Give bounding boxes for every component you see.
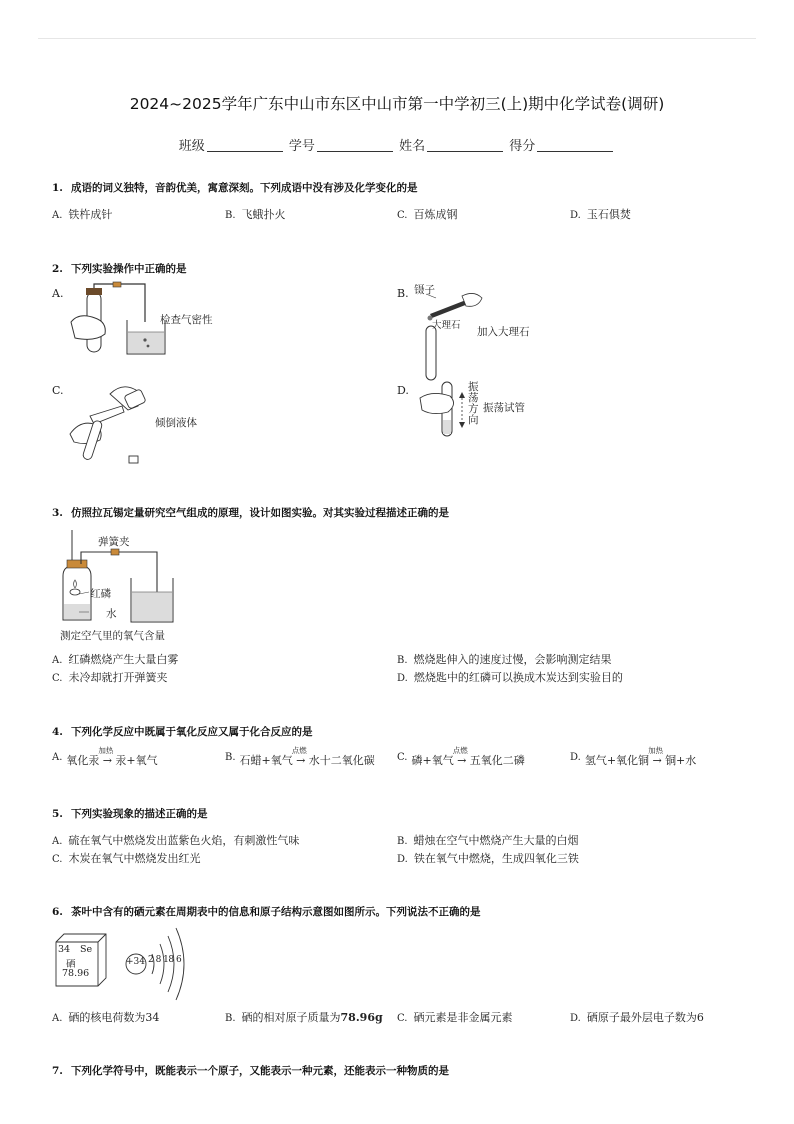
reaction-arrow-icon: → 点燃 (291, 746, 307, 767)
number-label: 学号 (288, 139, 315, 154)
class-blank[interactable] (207, 151, 283, 152)
atomic-number: 34 (58, 944, 71, 955)
q3-option-c[interactable]: C. 未冷却就打开弹簧夹 (52, 671, 168, 684)
question-4-stem: 4. 下列化学反应中既属于氧化反应又属于化合反应的是 (52, 726, 313, 738)
nucleus-charge: +34 (126, 957, 145, 967)
shake-tube-label: 振荡试管 (483, 402, 525, 414)
q1-option-b[interactable]: B. 飞蛾扑火 (225, 208, 286, 221)
q6-option-c[interactable]: C. 硒元素是非金属元素 (397, 1011, 513, 1024)
spring-clip-label: 弹簧夹 (98, 536, 130, 548)
q4-option-d[interactable]: D. 氢气+氧化铜 → 加热 铜+水 (570, 746, 697, 767)
q5-option-a[interactable]: A. 硫在氧气中燃烧发出蓝紫色火焰，有刺激性气味 (52, 834, 300, 847)
reaction-arrow-icon: → 加热 (648, 746, 664, 767)
q6-option-d[interactable]: D. 硒原子最外层电子数为6 (570, 1011, 704, 1024)
name-label: 姓名 (399, 139, 426, 154)
header-rule (38, 38, 756, 39)
q1-option-c[interactable]: C. 百炼成钢 (397, 208, 458, 221)
question-6-stem: 6. 茶叶中含有的硒元素在周期表中的信息和原子结构示意图如图所示。下列说法不正确的是 (52, 906, 481, 918)
electron-shells: 2 8 18 6 (148, 955, 182, 965)
element-name: 硒 (66, 959, 76, 970)
q6-option-b[interactable]: B. 硒的相对原子质量为78.96g (225, 1011, 383, 1024)
q2-option-b-letter[interactable]: B. (397, 287, 409, 300)
name-blank[interactable] (427, 151, 503, 152)
question-2-stem: 2. 下列实验操作中正确的是 (52, 263, 187, 275)
q3-option-b[interactable]: B. 燃烧匙伸入的速度过慢，会影响测定结果 (397, 653, 612, 666)
q1-option-d[interactable]: D. 玉石俱焚 (570, 208, 631, 221)
q1-option-a[interactable]: A. 铁杵成针 (52, 208, 113, 221)
score-blank[interactable] (537, 151, 613, 152)
q6-option-a[interactable]: A. 硒的核电荷数为34 (52, 1011, 160, 1024)
airtightness-label: 检查气密性 (160, 314, 213, 326)
element-symbol: Se (80, 944, 93, 955)
airtightness-check-figure (65, 282, 175, 362)
q2-option-c-letter[interactable]: C. (52, 384, 64, 397)
question-1-stem: 1. 成语的词义独特，音韵优美，寓意深刻。下列成语中没有涉及化学变化的是 (52, 182, 418, 194)
q4-option-a[interactable]: A. 氧化汞 → 加热 汞+氧气 (52, 746, 158, 767)
q5-option-b[interactable]: B. 蜡烛在空气中燃烧产生大量的白烟 (397, 834, 579, 847)
periodic-cell-figure (52, 930, 108, 992)
q5-option-d[interactable]: D. 铁在氧气中燃烧，生成四氧化三铁 (397, 852, 579, 865)
class-label: 班级 (178, 139, 205, 154)
figure-caption: 测定空气里的氧气含量 (60, 630, 165, 642)
q2-option-d-letter[interactable]: D. (397, 384, 409, 397)
q3-option-d[interactable]: D. 燃烧匙中的红磷可以换成木炭达到实验目的 (397, 671, 623, 684)
exam-title: 2024~2025学年广东中山市东区中山市第一中学初三(上)期中化学试卷(调研) (129, 95, 665, 113)
pour-liquid-label: 倾倒液体 (155, 417, 197, 429)
red-phosphorus-label: 红磷 (90, 588, 111, 600)
question-7-stem: 7. 下列化学符号中，既能表示一个原子，又能表示一种元素，还能表示一种物质的是 (52, 1065, 449, 1077)
reaction-arrow-icon: → 点燃 (452, 746, 468, 767)
question-3-stem: 3. 仿照拉瓦锡定量研究空气组成的原理，设计如图实验。对其实验过程描述正确的是 (52, 507, 449, 519)
q5-option-c[interactable]: C. 木炭在氧气中燃烧发出红光 (52, 852, 201, 865)
q3-option-a[interactable]: A. 红磷燃烧产生大量白雾 (52, 653, 179, 666)
reaction-arrow-icon: → 加热 (98, 746, 114, 767)
atomic-mass: 78.96 (62, 968, 90, 979)
tweezers-label: 镊子 (414, 284, 435, 296)
student-info-line (0, 135, 794, 154)
marble-label: 大理石 (432, 320, 461, 331)
add-marble-label: 加入大理石 (477, 326, 530, 338)
score-label: 得分 (509, 139, 536, 154)
shake-direction-label: 振荡方向 (468, 381, 479, 426)
q4-option-b[interactable]: B. 石蜡+氧气 → 点燃 水十二氧化碳 (225, 746, 375, 767)
number-blank[interactable] (317, 151, 393, 152)
q2-option-a-letter[interactable]: A. (52, 287, 64, 300)
pour-liquid-figure (70, 380, 160, 466)
q4-option-c[interactable]: C. 磷+氧气 → 点燃 五氧化二磷 (397, 746, 525, 767)
water-label: 水 (106, 608, 117, 620)
question-5-stem: 5. 下列实验现象的描述正确的是 (52, 808, 208, 820)
